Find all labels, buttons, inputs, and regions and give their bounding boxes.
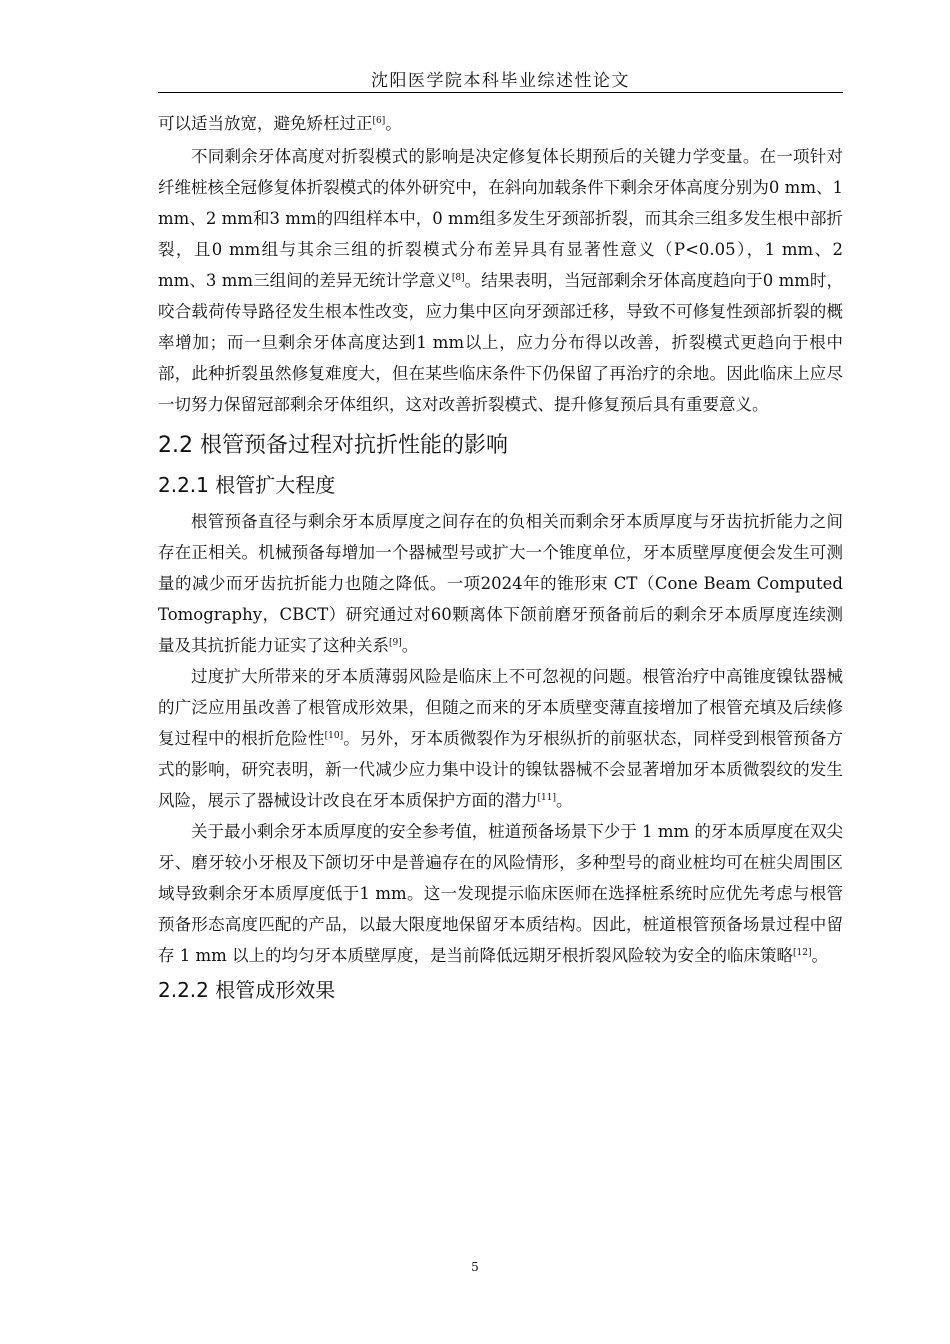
paragraph-text: 。结果表明，当冠部剩余牙体高度趋向于0 mm时，咬合载荷传导路径发生根本性改变，应力集中区向牙颈部迁移，导致不可修复性颈部折裂的概率增加；而一旦剩余牙体高度达到1 mm以上，应力分布得以改善，折裂模式更趋向于根中部，此种折裂虽然修复难度大，但在某些临床条件下仍保留了再治疗的余地。因此临床上应尽一切努力保留冠部剩余牙体组织，这对改善折裂模式、提升修复预后具有重要意义。 <box>158 271 843 414</box>
paragraph-tail: 。 <box>385 114 402 133</box>
paragraph-over-enlargement <box>158 661 843 816</box>
paragraph-text: 不同剩余牙体高度对折裂模式的影响是决定修复体长期预后的关键力学变量。在一项针对纤维桩核全冠修复体折裂模式的体外研究中，在斜向加载条件下剩余牙体高度分别为0 mm、1 mm、2 mm和3 mm的四组样本中，0 mm组多发生牙颈部折裂，而其余三组多发生根中部折裂，且0 mm组与其余三组的折裂模式分布差异具有显著性意义（P<0.05），1 mm、2 mm、3 mm三组间的差异无统计学意义 <box>158 147 843 290</box>
paragraph-text: 关于最小剩余牙本质厚度的安全参考值，桩道预备场景下少于 1 mm 的牙本质厚度在双尖牙、磨牙较小牙根及下颌切牙中是普遍存在的风险情形，多种型号的商业桩均可在桩尖周围区域导致剩余牙本质厚度低于1 mm。这一发现提示临床医师在选择桩系统时应优先考虑与根管预备形态高度匹配的产品，以最大限度地保留牙本质结构。因此，桩道根管预备场景过程中留存 1 mm 以上的均匀牙本质壁厚度，是当前降低远期牙根折裂风险较为安全的临床策略 <box>158 822 843 965</box>
page-body <box>158 108 843 1011</box>
citation: [11] <box>537 793 556 803</box>
paragraph-tail: 。 <box>401 636 419 655</box>
citation: [8] <box>451 273 465 283</box>
paragraph-tail: 。 <box>811 946 829 965</box>
paragraph-canal-diameter <box>158 506 843 661</box>
subsection-heading-2-2-1: 2.2.1 根管扩大程度 <box>158 473 336 497</box>
citation: [6] <box>372 116 386 126</box>
page-number: 5 <box>471 1260 479 1274</box>
subsection-heading-2-2-2: 2.2.2 根管成形效果 <box>158 978 336 1002</box>
paragraph-text: 根管预备直径与剩余牙本质厚度之间存在的负相关而剩余牙本质厚度与牙齿抗折能力之间存在正相关。机械预备每增加一个器械型号或扩大一个锥度单位，牙本质壁厚度便会发生可测量的减少而牙齿抗折能力也随之降低。一项2024年的锥形束 CT（Cone Beam Computed Tomography，CBCT）研究通过对60颗离体下颌前磨牙预备前后的剩余牙本质厚度连续测量及其抗折能力证实了这种关系 <box>158 512 843 655</box>
paragraph-text: 可以适当放宽，避免矫枉过正 <box>158 114 373 133</box>
running-header: 沈阳医学院本科毕业综述性论文 <box>371 71 630 91</box>
paragraph-text: 过度扩大所带来的牙本质薄弱风险是临床上不可忽视的问题。根管治疗中高锥度镍钛器械的广泛应用虽改善了根管成形效果，但随之而来的牙本质壁变薄直接增加了根管充填及后续修复过程中的根折危险性 <box>158 667 843 748</box>
section-heading-2-2: 2.2 根管预备过程对抗折性能的影响 <box>158 433 508 458</box>
citation: [9] <box>389 638 402 648</box>
paragraph-continuation <box>158 108 843 139</box>
paragraph-text: 。另外，牙本质微裂作为牙根纵折的前驱状态，同样受到根管预备方式的影响，研究表明，新一代减少应力集中设计的镍钛器械不会显著增加牙本质微裂纹的发生风险，展示了器械设计改良在牙本质保护方面的潜力 <box>158 729 844 810</box>
citation: [10] <box>324 731 344 741</box>
header-rule <box>158 92 843 93</box>
paragraph-minimum-thickness <box>158 816 843 971</box>
paragraph-tail: 。 <box>555 791 573 810</box>
citation: [12] <box>793 948 812 958</box>
paragraph-fracture-mode <box>158 141 843 420</box>
